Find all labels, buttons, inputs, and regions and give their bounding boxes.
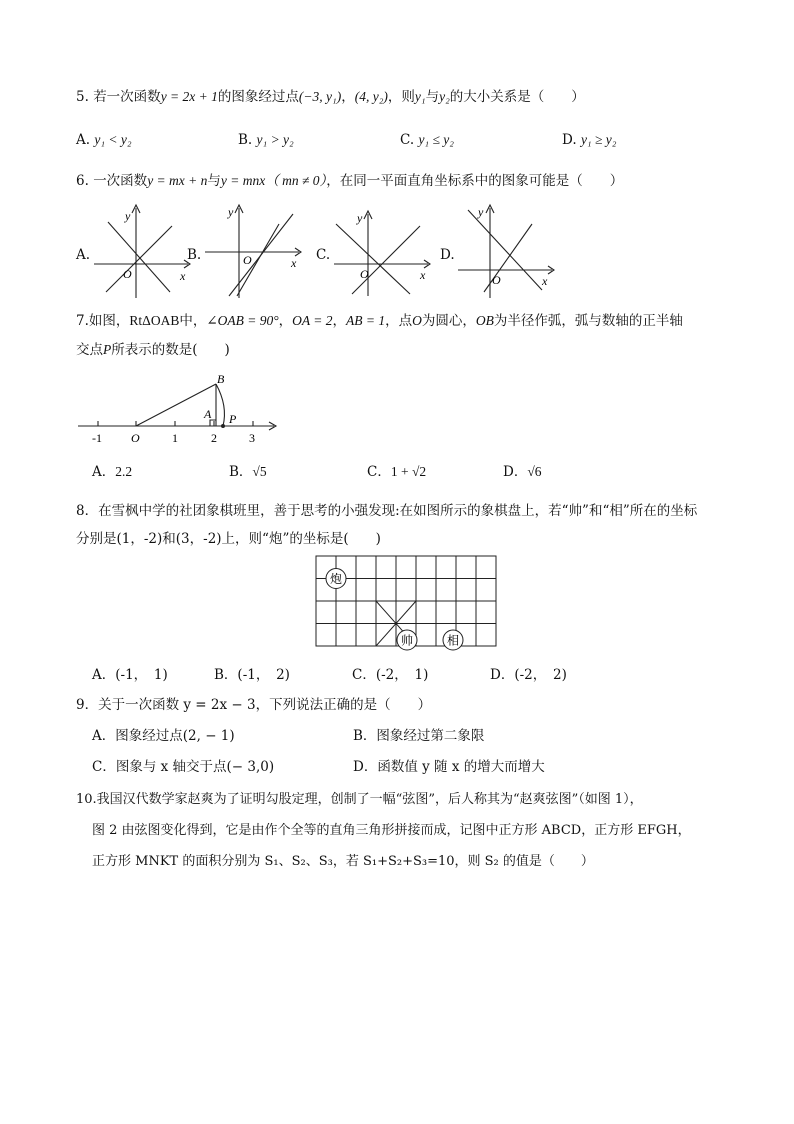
label-p: P <box>229 412 237 426</box>
x-label: x <box>420 268 426 282</box>
line-2 <box>352 226 420 294</box>
q6-function-2: y = mnx <box>220 173 266 188</box>
label-3: 3 <box>249 431 255 445</box>
q6-label-a: A. <box>76 247 91 263</box>
q5-point-1: (−3, y₁) <box>298 89 342 104</box>
q6-graph-b <box>203 200 307 300</box>
q5-text-b: 的图象经过点 <box>217 89 299 105</box>
x-label: x <box>542 274 548 288</box>
label-b: B <box>217 372 225 386</box>
q5-point-2: (4, y₂) <box>354 89 388 104</box>
q6-stem <box>76 172 623 190</box>
label-o: O <box>131 431 140 445</box>
q8-option-b: B．(-1， 2) <box>214 667 290 683</box>
q6-label-d: D. <box>440 247 455 263</box>
q10-stem-line1: 10.我国汉代数学家赵爽为了证明勾股定理，创制了一幅“弦图”，后人称其为“赵爽弦图”（如图 1）， <box>76 792 643 807</box>
q6-condition: （ mn ≠ 0） <box>265 173 327 188</box>
q7-option-d: D．√6 <box>503 464 542 480</box>
q5-text-c: ，则 <box>387 89 415 105</box>
q5-function: y = 2x + 1 <box>160 89 218 104</box>
q8-stem-line1: 8．在雪枫中学的社团象棋班里，善于思考的小强发现:在如图所示的象棋盘上，若“帅”和“相”所在的坐标 <box>76 503 698 519</box>
q6-label-c: C. <box>316 247 331 263</box>
line-1 <box>108 222 170 292</box>
y-label: y <box>357 211 363 225</box>
label-2: 2 <box>211 431 217 445</box>
q7-number-line-figure <box>74 366 284 448</box>
point-p <box>221 424 225 428</box>
q9-stem: 9．关于一次函数 y = 2x − 3，下列说法正确的是（ ） <box>76 697 432 713</box>
q7-option-b: B．√5 <box>229 464 267 480</box>
y-label: y <box>228 205 234 219</box>
q9-option-c: C．图象与 x 轴交于点(− 3,0) <box>92 759 275 775</box>
label-1: 1 <box>172 431 178 445</box>
q8-option-d: D．(-2， 2) <box>490 667 567 683</box>
q7-oa: OA = 2 <box>292 313 333 328</box>
q7-triangle: RtΔOAB <box>129 313 180 328</box>
q6-graph-d <box>456 200 560 300</box>
x-label: x <box>180 269 186 283</box>
piece-pao <box>326 569 346 589</box>
q8-option-c: C．(-2， 1) <box>352 667 429 683</box>
q7-option-c: C．1 + √2 <box>367 464 427 480</box>
q6-number: 6. <box>76 173 89 189</box>
q5-sep: ， <box>341 89 355 105</box>
y-label: y <box>478 205 484 219</box>
q8-option-a: A．(-1， 1) <box>92 667 168 683</box>
line-1 <box>468 210 542 290</box>
piece-xiang <box>443 630 463 650</box>
q5-option-c: C. y₁ ≤ y₂ <box>400 132 454 148</box>
q7-ab: AB = 1 <box>346 313 386 328</box>
q6-text-b: 与 <box>207 173 221 189</box>
q6-function-1: y = mx + n <box>147 173 208 188</box>
origin-label: O <box>243 253 252 267</box>
q8-stem-line2: 分别是(1，-2)和(3，-2)上，则“炮”的坐标是( ) <box>76 531 381 547</box>
origin-label: O <box>123 267 132 281</box>
q9-option-a: A．图象经过点(2, − 1) <box>92 728 235 744</box>
q10-stem-line3: 正方形 MNKT 的面积分别为 S₁、S₂、S₃，若 S₁+S₂+S₃=10，则 S₂ 的值是（ ） <box>92 854 594 869</box>
q6-graph-c <box>332 206 436 298</box>
q5-y1: y₁ <box>414 89 426 104</box>
q5-text-e: 的大小关系是（ ） <box>449 89 585 105</box>
q6-label-b: B. <box>187 247 202 263</box>
line-1 <box>336 224 410 294</box>
q5-text-d: 与 <box>425 89 440 105</box>
svg-text:帅: 帅 <box>400 633 414 648</box>
origin-label: O <box>492 273 501 287</box>
arc-bp <box>216 384 224 426</box>
q5-text-a: 若一次函数 <box>93 89 161 105</box>
q5-option-d: D. y₁ ≥ y₂ <box>562 132 617 148</box>
q7-stem-line1: 7.如图，RtΔOAB中，∠OAB = 90°，OA = 2，AB = 1，点O为圆心，OB为半径作弧，弧与数轴的正半轴 <box>76 313 683 329</box>
label-a: A <box>204 407 212 421</box>
q5-option-a: A. y₁ < y₂ <box>76 132 132 148</box>
q6-graph-a <box>92 200 196 300</box>
x-label: x <box>291 256 297 270</box>
q6-text-c: ，在同一平面直角坐标系中的图象可能是（ ） <box>326 173 624 189</box>
q7-angle: ∠OAB = 90° <box>206 313 279 328</box>
q5-y2: y₂ <box>439 89 450 104</box>
piece-shuai <box>397 630 417 650</box>
q5-option-b: B. y₁ > y₂ <box>238 132 294 148</box>
svg-text:炮: 炮 <box>329 572 343 586</box>
line-2 <box>106 226 172 292</box>
q5-number: 5. <box>76 89 89 105</box>
y-label: y <box>125 209 131 223</box>
q7-stem-line2: 交点P所表示的数是( ) <box>76 342 230 358</box>
label-neg1: -1 <box>92 431 102 445</box>
q9-option-b: B．图象经过第二象限 <box>353 728 485 744</box>
q5-stem <box>76 88 585 106</box>
q10-stem-line2: 图 2 由弦图变化得到，它是由作个全等的直角三角形拼接而成，记图中正方形 ABCD，正方形 EFGH， <box>92 823 691 838</box>
q7-option-a: A．2.2 <box>92 464 133 480</box>
q9-option-d: D．函数值 y 随 x 的增大而增大 <box>353 759 545 775</box>
svg-text:相: 相 <box>446 633 460 648</box>
q8-chessboard <box>312 552 502 656</box>
q6-text-a: 一次函数 <box>93 173 148 189</box>
origin-label: O <box>360 267 369 281</box>
